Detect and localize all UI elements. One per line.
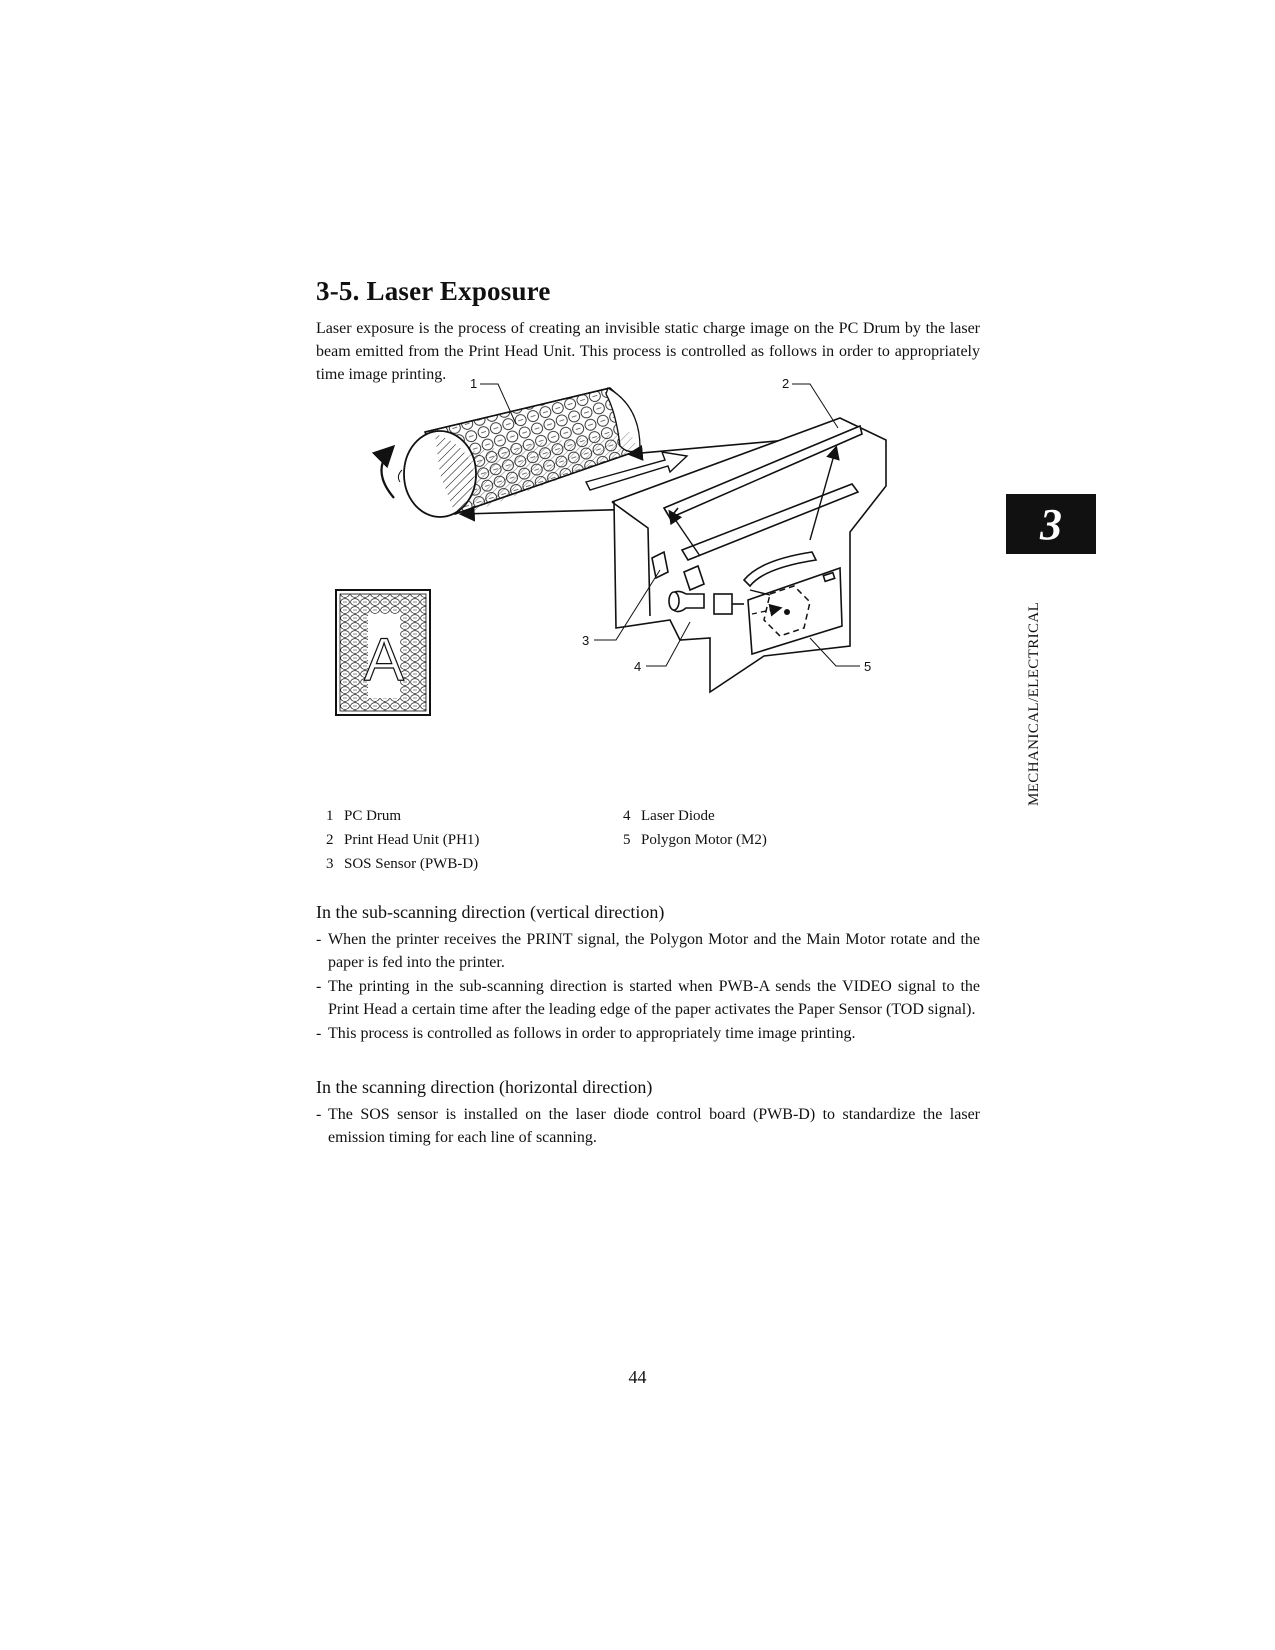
chapter-side-label — [1023, 566, 1045, 806]
section-heading: In the sub-scanning direction (vertical direction) — [316, 902, 665, 922]
bullet-list — [316, 1103, 980, 1149]
legend-label: Polygon Motor (M2) — [641, 832, 767, 848]
list-item: - When the printer receives the PRINT signal, the Polygon Motor and the Main Motor rotate and the paper is fed into the printer. — [316, 931, 980, 971]
legend-number: 4 — [623, 808, 631, 824]
laser-exposure-diagram — [340, 376, 980, 760]
callout-4: 4 — [634, 659, 642, 674]
legend-item — [316, 804, 401, 828]
legend-item — [613, 828, 767, 852]
legend-label: SOS Sensor (PWB-D) — [344, 856, 479, 872]
chapter-label-text: MECHANICAL/ELECTRICAL — [1026, 601, 1042, 806]
section-scanning — [316, 1075, 980, 1150]
page-number: 44 — [628, 1367, 647, 1387]
legend-item — [316, 852, 478, 876]
print-head-unit — [612, 418, 886, 692]
legend-number: 3 — [326, 856, 334, 872]
legend-number: 1 — [326, 808, 334, 824]
sample-letter: A — [363, 626, 405, 693]
callout-3: 3 — [582, 633, 590, 648]
legend-label: Laser Diode — [641, 808, 715, 824]
legend-label: PC Drum — [344, 808, 402, 824]
pc-drum — [381, 388, 640, 517]
chapter-number-tab: 3 — [1006, 494, 1096, 554]
intro-paragraph: Laser exposure is the process of creating an invisible static charge image on the PC Drum by the laser beam emitted from the Print Head Unit. This process is controlled as follows in order to appropriately time image printing. — [316, 320, 980, 383]
legend-item — [613, 804, 715, 828]
list-item: - The printing in the sub-scanning direction is started when PWB-A sends the VIDEO signal to the Print Head a certain time after the leading edge of the paper activates the Paper Sensor (TOD signal). — [316, 978, 980, 1018]
legend-number: 2 — [326, 832, 334, 848]
callout-1: 1 — [470, 376, 478, 391]
legend-number: 5 — [623, 832, 631, 848]
callout-5: 5 — [864, 659, 872, 674]
sample-print-page — [336, 590, 430, 715]
bullet-list — [316, 928, 980, 1045]
list-item: - This process is controlled as follows in order to appropriately time image printing. — [316, 1025, 856, 1042]
legend-item — [316, 828, 479, 852]
section-heading: In the scanning direction (horizontal direction) — [316, 1077, 653, 1097]
callout-2: 2 — [782, 376, 790, 391]
legend-label: Print Head Unit (PH1) — [344, 832, 480, 848]
section-sub-scanning — [316, 900, 980, 1046]
diagram-svg — [340, 376, 980, 760]
page-title: 3-5. Laser Exposure — [316, 276, 551, 306]
list-item: - The SOS sensor is installed on the laser diode control board (PWB-D) to standardize the laser emission timing for each line of scanning. — [316, 1106, 980, 1146]
